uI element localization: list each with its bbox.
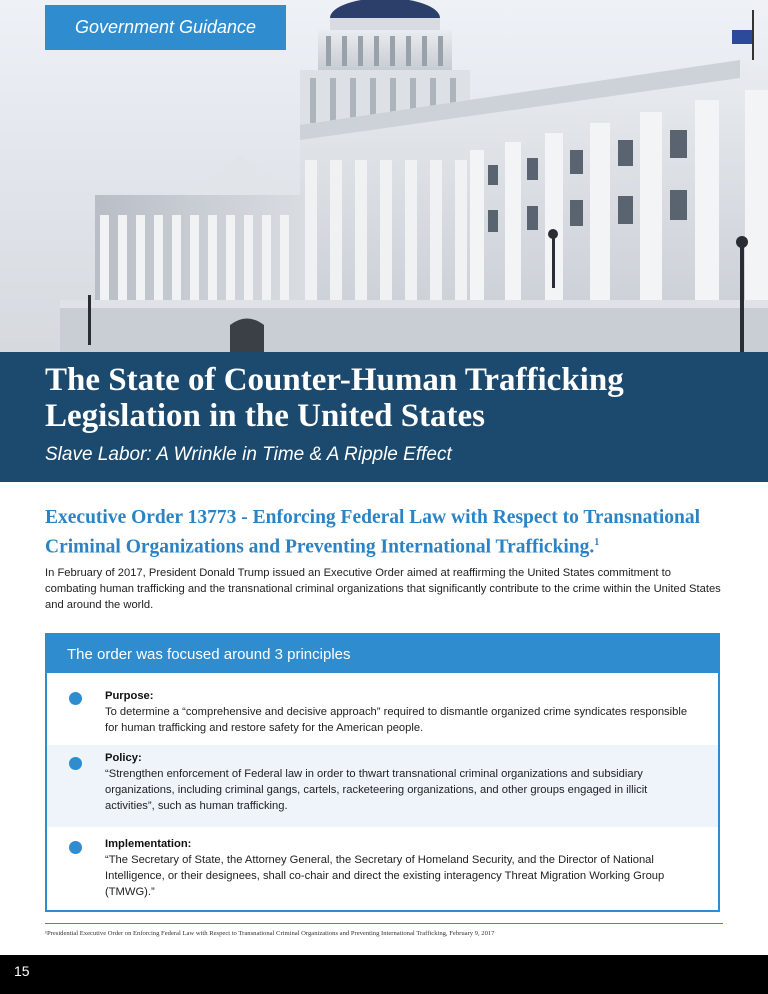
- intro-paragraph: In February of 2017, President Donald Trump issued an Executive Order aimed at reaffirming the United States commitment to combating human trafficking and the transnational criminal organizations that significantly contribute to the crime within the United States and around the world.: [45, 567, 721, 611]
- bullet-dot-icon: [69, 757, 82, 770]
- principles-header: The order was focused around 3 principles: [47, 635, 718, 673]
- section-tag: Government Guidance: [45, 5, 286, 50]
- footnote: ¹Presidential Executive Order on Enforcing Federal Law with Respect to Transnational Criminal Organizations and Preventing International Trafficking, February 9, 2017: [45, 930, 495, 937]
- capitol-illustration: [0, 0, 768, 352]
- footnote-reference: 1: [594, 537, 600, 548]
- principles-box: [45, 633, 720, 912]
- principle-text: “Strengthen enforcement of Federal law in order to thwart transnational criminal organizations and subsidiary organizations, including criminal gangs, cartels, racketeering organizations, and other groups engaged in illicit activities”, such as human trafficking.: [105, 768, 648, 812]
- title-line-2: Legislation in the United States: [45, 398, 486, 434]
- section-heading: [45, 505, 735, 560]
- principle-item-implementation: [47, 827, 718, 910]
- section-heading-text: Executive Order 13773 - Enforcing Federal Law with Respect to Transnational Criminal Organizations and Preventing International Trafficking.: [45, 507, 701, 558]
- principle-label: Policy:: [105, 752, 142, 764]
- principle-item-policy: [47, 745, 718, 827]
- bullet-dot-icon: [69, 692, 82, 705]
- page-subtitle: Slave Labor: A Wrinkle in Time & A Ripple Effect: [45, 444, 452, 465]
- capitol-building-photo: [0, 0, 768, 352]
- page-title: [45, 362, 745, 434]
- principle-label: Purpose:: [105, 690, 154, 702]
- principle-label: Implementation:: [105, 838, 192, 850]
- footnote-divider: [45, 923, 723, 924]
- page-number: 15: [14, 963, 30, 979]
- bullet-dot-icon: [69, 841, 82, 854]
- principle-item-purpose: [47, 673, 718, 745]
- title-line-1: The State of Counter-Human Trafficking: [45, 362, 624, 398]
- principle-text: “The Secretary of State, the Attorney General, the Secretary of Homeland Security, and the Director of National Intelligence, or their designees, shall co-chair and direct the existing interagency Threat Migration Working Group (TMWG).”: [105, 854, 665, 898]
- principle-text: To determine a “comprehensive and decisive approach” required to dismantle organized crime syndicates responsible for human trafficking and restore safety for the American people.: [105, 706, 688, 734]
